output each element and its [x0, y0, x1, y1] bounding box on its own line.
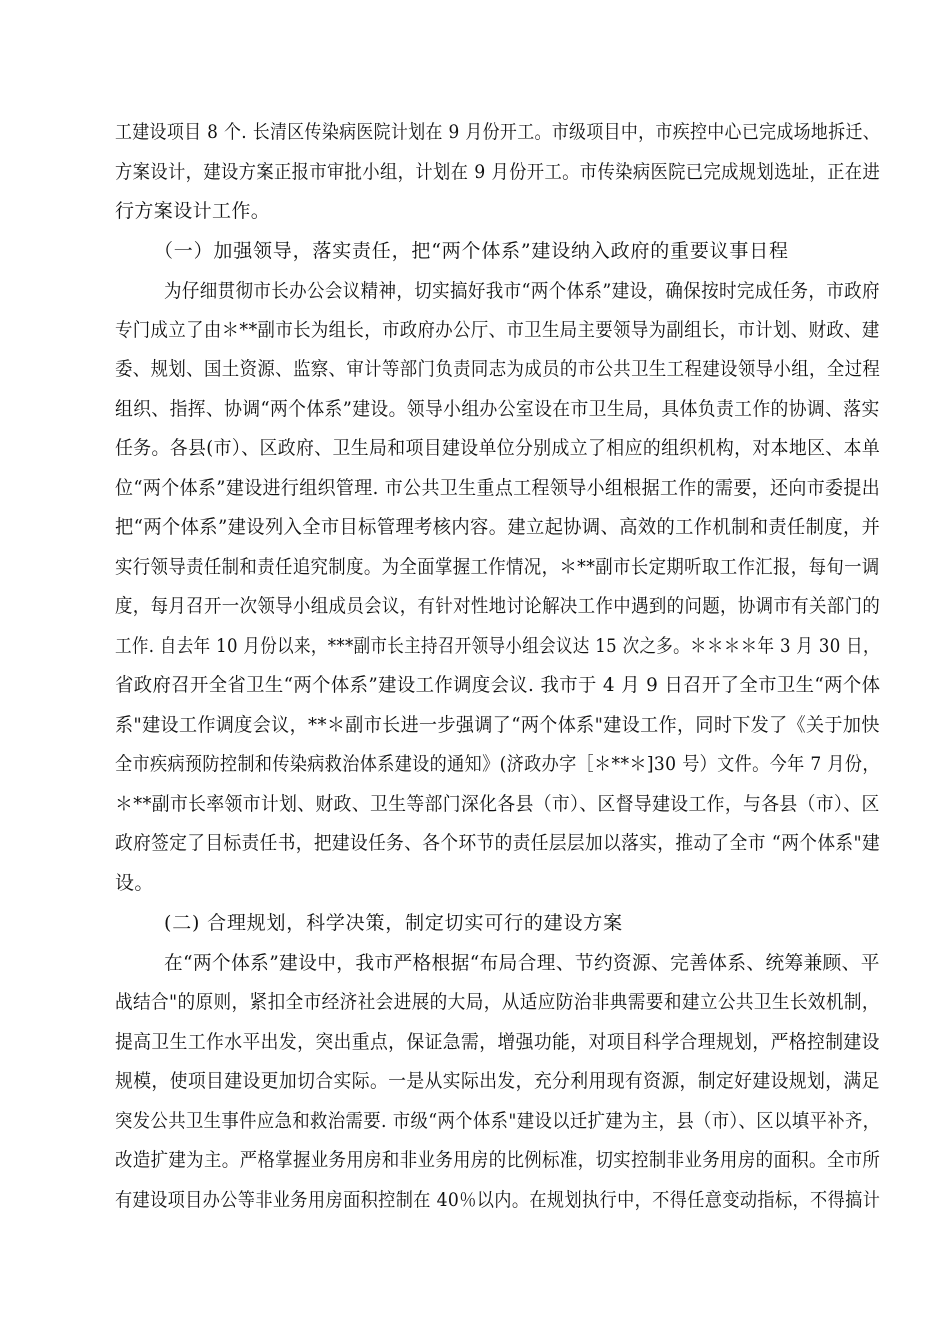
text-line: 工作. 自去年 10 月份以来，***副市长主持召开领导小组会议达 15 次之多。＊＊＊＊年 3 月 30 日， [115, 635, 880, 657]
text-line: 专门成立了由＊**副市长为组长，市政府办公厅、市卫生局主要领导为副组长，市计划、财政、建 [115, 319, 880, 341]
text-line: 政府签定了目标责任书，把建设任务、各个环节的责任层层加以落实，推动了全市 “两个体系"建 [115, 832, 881, 854]
text-line: ＊**副市长率领市计划、财政、卫生等部门深化各县（市）、区督导建设工作，与各县（市）、区 [115, 793, 880, 815]
text-line: 方案设计，建设方案正报市审批小组，计划在 9 月份开工。市传染病医院已完成规划选址，正在进 [115, 161, 881, 183]
text-line: 设。 [115, 872, 154, 894]
text-line: 行方案设计工作。 [115, 200, 271, 222]
text-line: 战结合"的原则，紧扣全市经济社会进展的大局，从适应防治非典需要和建立公共卫生长效机制， [115, 991, 880, 1013]
text-line: 任务。各县(市）、区政府、卫生局和项目建设单位分别成立了相应的组织机构，对本地区、本单 [115, 437, 881, 459]
text-line: 全市疾病预防控制和传染病救治体系建设的通知》(济政办字［＊**＊]30 号）文件。今年 7 月份， [115, 753, 880, 775]
text-line: 把“两个体系”建设列入全市目标管理考核内容。建立起协调、高效的工作机制和责任制度，并 [115, 516, 881, 538]
text-line: 规模，使项目建设更加切合实际。一是从实际出发，充分利用现有资源，制定好建设规划，满足 [115, 1070, 880, 1092]
text-line: 工建设项目 8 个. 长清区传染病医院计划在 9 月份开工。市级项目中，市疾控中心已完成场地拆迁、 [115, 121, 881, 143]
text-line: 提高卫生工作水平出发，突出重点，保证急需，增强功能，对项目科学合理规划，严格控制建设 [115, 1031, 880, 1053]
text-line: 在“两个体系”建设中，我市严格根据“布局合理、节约资源、完善体系、统筹兼顾、平 [164, 952, 880, 974]
section-heading-1: （一）加强领导，落实责任，把“两个体系”建设纳入政府的重要议事日程 [154, 240, 789, 262]
text-line: 实行领导责任制和责任追究制度。为全面掌握工作情况，＊**副市长定期听取工作汇报，每旬一调 [115, 556, 880, 578]
text-line: 省政府召开全省卫生“两个体系”建设工作调度会议. 我市于 4 月 9 日召开了全市卫生“两个体 [115, 674, 881, 696]
text-line: 度，每月召开一次领导小组成员会议，有针对性地讨论解决工作中遇到的问题，协调市有关部门的 [115, 595, 881, 617]
text-line: 组织、指挥、协调“两个体系”建设。领导小组办公室设在市卫生局，具体负责工作的协调、落实 [115, 398, 880, 420]
text-line: 委、规划、国土资源、监察、审计等部门负责同志为成员的市公共卫生工程建设领导小组，全过程 [115, 358, 881, 380]
text-line: 突发公共卫生事件应急和救治需要. 市级“两个体系"建设以迁扩建为主，县（市）、区以填平补齐， [115, 1110, 881, 1132]
text-line: 位“两个体系”建设进行组织管理. 市公共卫生重点工程领导小组根据工作的需要，还向市委提出 [115, 477, 881, 499]
text-line: 有建设项目办公等非业务用房面积控制在 40％以内。在规划执行中，不得任意变动指标，不得搞计 [115, 1189, 881, 1211]
text-line: 系"建设工作调度会议，**＊副市长进一步强调了“两个体系"建设工作，同时下发了《关于加快 [115, 714, 880, 736]
text-line: 为仔细贯彻市长办公会议精神，切实搞好我市“两个体系”建设，确保按时完成任务，市政府 [164, 280, 880, 302]
text-line: 改造扩建为主。严格掌握业务用房和非业务用房的比例标准，切实控制非业务用房的面积。全市所 [115, 1149, 881, 1171]
section-heading-2: (二) 合理规划，科学决策，制定切实可行的建设方案 [164, 912, 623, 934]
